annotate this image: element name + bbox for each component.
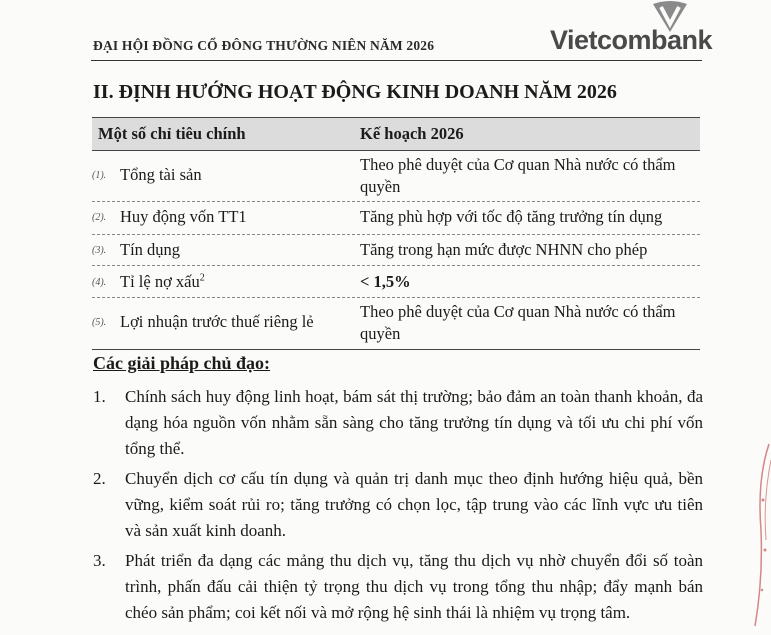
list-item (93, 548, 703, 626)
row-plan: Tăng phù hợp với tốc độ tăng trưởng tín dụng (360, 207, 663, 226)
list-item (93, 466, 703, 544)
kpi-table-header (92, 117, 700, 151)
row-plan: Theo phê duyệt của Cơ quan Nhà nước có thẩm quyền (360, 155, 676, 196)
kpi-table (92, 117, 700, 350)
row-indicator: Lợi nhuận trước thuế riêng lẻ (120, 312, 314, 331)
table-row (92, 202, 700, 235)
row-index: (5). (92, 317, 107, 328)
row-index: (3). (92, 245, 107, 256)
item-number: 3. (93, 551, 106, 570)
item-text: Chính sách huy động linh hoạt, bám sát thị trường; bảo đảm an toàn thanh khoản, đa dạng hóa nguồn vốn nhằm sẵn sàng cho tăng trưởng tín dụng và tối ưu chi phí vốn tổng thể. (125, 387, 703, 458)
row-index: (1). (92, 170, 107, 181)
row-indicator: Tín dụng (120, 240, 181, 259)
item-number: 2. (93, 469, 106, 488)
item-text: Chuyển dịch cơ cấu tín dụng và quản trị danh mục theo định hướng hiệu quả, bền vững, kiểm soát rủi ro; tăng trưởng có chọn lọc, tập trung vào các lĩnh vực ưu tiên và sản xuất kinh doanh. (125, 469, 703, 540)
table-row (92, 151, 700, 202)
section-title: II. ĐỊNH HƯỚNG HOẠT ĐỘNG KINH DOANH NĂM 2026 (93, 81, 617, 103)
row-index: (4). (92, 277, 107, 288)
row-plan: Theo phê duyệt của Cơ quan Nhà nước có thẩm quyền (360, 302, 676, 343)
item-text: Phát triển đa dạng các mảng thu dịch vụ, tăng thu dịch vụ nhờ chuyển đổi số toàn trình, phấn đấu cải thiện tỷ trọng thu dịch vụ trong tổng thu nhập; đẩy mạnh bán chéo sản phẩm; coi kết nối và mở rộng hệ sinh thái là nhiệm vụ trọng tâm. (125, 551, 703, 622)
meeting-title: ĐẠI HỘI ĐỒNG CỔ ĐÔNG THƯỜNG NIÊN NĂM 2026 (93, 38, 435, 53)
header-divider (91, 60, 702, 61)
col-plan-header: Kế hoạch 2026 (360, 124, 464, 143)
red-seal-edge (751, 440, 771, 630)
row-indicator: Tổng tài sản (120, 165, 202, 184)
row-indicator: Huy động vốn TT1 (120, 207, 247, 226)
solutions-title: Các giải pháp chủ đạo: (93, 353, 271, 373)
table-row (92, 266, 700, 298)
logo-wordmark: Vietcombank (550, 25, 713, 55)
table-row (92, 235, 700, 266)
list-item (93, 384, 703, 462)
row-plan: Tăng trong hạn mức được NHNN cho phép (360, 240, 648, 259)
row-plan: < 1,5% (360, 272, 411, 291)
item-number: 1. (93, 387, 106, 406)
row-indicator: Tỉ lệ nợ xấu$^2$ (120, 272, 205, 291)
vietcombank-logo (550, 0, 713, 56)
col-indicator-header: Một số chỉ tiêu chính (98, 124, 246, 143)
solutions-list (93, 384, 703, 630)
row-index: (2). (92, 212, 107, 223)
footnote-marker: 2 (199, 272, 205, 284)
table-row (92, 298, 700, 350)
